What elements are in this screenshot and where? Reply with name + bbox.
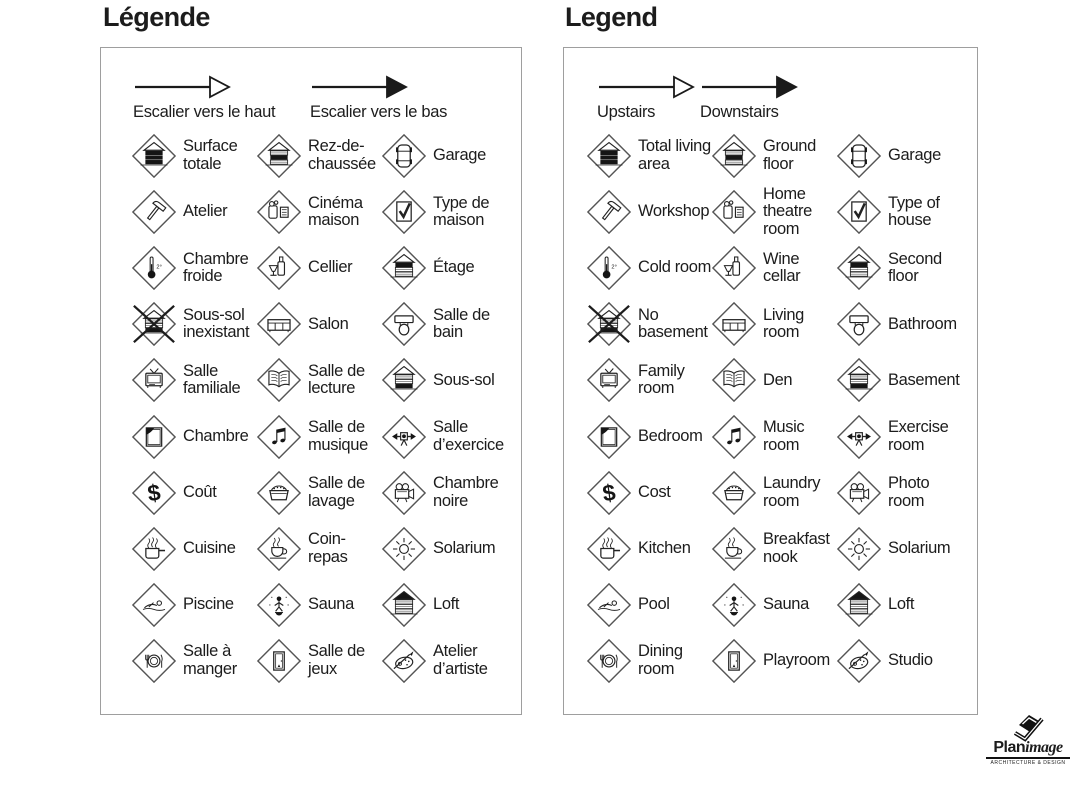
legend-item-no-basement [586,301,711,347]
legend-title-english: Legend [565,2,658,32]
sauna-icon [256,582,302,628]
legend-item-label: Salle familiale [183,361,241,398]
home-theatre-icon [711,189,757,235]
stairs-label: Upstairs [597,103,656,121]
stairs-key-entry [597,74,697,122]
bathroom-icon [381,301,427,347]
legend-item-label: Total living area [638,137,711,174]
svg-text:2°: 2° [156,264,162,271]
no-basement-icon [586,301,632,347]
workshop-icon [586,189,632,235]
legend-item-home-theatre [711,186,836,239]
legend-item-label: Bathroom [888,314,957,333]
legend-item-loft [836,582,961,628]
legend-item-wine-cellar [256,245,381,291]
legend-item-label: Living room [763,305,805,342]
basement-icon [381,357,427,403]
photo-room-icon [836,470,882,516]
logo-tagline: ARCHITECTURE & DESIGN [990,759,1066,766]
svg-text:$: $ [145,478,163,507]
ground-floor-icon [711,133,757,179]
legend-item-exercise-room [836,414,961,460]
legend-item-label: Salle de jeux [308,642,365,678]
legend-item-label: Ground floor [763,137,816,174]
exercise-room-icon [836,414,882,460]
legend-item-photo-room [836,470,961,516]
ground-floor-icon [256,133,302,179]
legend-item-loft [381,582,506,628]
bedroom-icon [131,414,177,460]
second-floor-icon [381,245,427,291]
legend-item-label: Rez-de-chaussée [308,137,376,174]
legend-item-label: Coin-repas [308,530,348,566]
legend-item-kitchen [586,526,711,572]
legend-item-garage [381,133,506,179]
legend-item-label: Cold room [638,258,711,277]
legend-item-label: Studio [888,651,933,670]
legend-item-label: Salle de lavage [308,473,365,510]
legend-item-label: Atelier [183,202,228,221]
legend-item-breakfast-nook [711,526,836,572]
legend-item-cost [586,470,711,516]
legend-item-label: Workshop [638,202,710,221]
legend-item-label: Sauna [763,594,809,613]
stairs-label: Escalier vers le bas [310,103,448,121]
legend-item-label: Salle de bain [433,305,490,342]
garage-icon [836,133,882,179]
solarium-icon [836,526,882,572]
legend-item-label: Type de maison [433,193,490,230]
legend-item-label: Pool [638,594,670,613]
legend-panel-french [100,47,522,715]
legend-item-label: Surface totale [183,137,238,174]
planimage-wordmark: Planimage [993,739,1063,756]
second-floor-icon [836,245,882,291]
legend-item-bedroom [586,414,711,460]
symbol-grid [131,128,506,689]
studio-icon [836,638,882,684]
legend-item-ground-floor [256,133,381,179]
legend-item-kitchen [131,526,256,572]
legend-item-label: Kitchen [638,538,691,557]
legend-item-pool [586,582,711,628]
legend-item-label: Bedroom [638,426,703,445]
pool-icon [586,582,632,628]
cold-room-icon [586,245,632,291]
total-living-area-icon [586,133,632,179]
family-room-icon [131,357,177,403]
legend-item-label: Playroom [763,651,830,670]
legend-item-total-living-area [586,133,711,179]
home-theatre-icon [256,189,302,235]
legend-item-bedroom [131,414,256,460]
bathroom-icon [836,301,882,347]
logo-rule [986,757,1070,759]
legend-item-label: Breakfast nook [763,530,830,566]
cost-icon [131,470,177,516]
legend-item-label: Laundry room [763,473,821,510]
legend-item-sauna [256,582,381,628]
legend-item-label: Dining room [638,642,683,678]
legend-item-basement [381,357,506,403]
solarium-icon [381,526,427,572]
stairs-key-entry [133,74,275,122]
legend-item-label: Garage [433,146,486,165]
dining-room-icon [131,638,177,684]
legend-item-dining-room [131,638,256,684]
legend-panel-english [563,47,978,715]
legend-item-studio [836,638,961,684]
laundry-room-icon [256,470,302,516]
breakfast-nook-icon [711,526,757,572]
loft-icon [836,582,882,628]
legend-item-music-room [256,414,381,460]
legend-item-dining-room [586,638,711,684]
legend-item-breakfast-nook [256,526,381,572]
legend-item-label: Salle de lecture [308,361,365,398]
legend-item-type-of-house [381,189,506,235]
legend-item-label: No basement [638,305,708,342]
playroom-icon [711,638,757,684]
no-basement-icon [131,301,177,347]
legend-item-family-room [586,357,711,403]
legend-item-label: Chambre froide [183,249,249,286]
cost-icon [586,470,632,516]
legend-item-label: Solarium [888,538,951,557]
legend-item-type-of-house [836,189,961,235]
legend-item-cold-room [586,245,711,291]
type-of-house-icon [381,189,427,235]
legend-item-solarium [381,526,506,572]
legend-item-studio [381,638,506,684]
sauna-icon [711,582,757,628]
photo-room-icon [381,470,427,516]
studio-icon [381,638,427,684]
legend-item-label: Basement [888,370,960,389]
breakfast-nook-icon [256,526,302,572]
planimage-logo-icon [1011,712,1045,742]
workshop-icon [131,189,177,235]
legend-item-solarium [836,526,961,572]
exercise-room-icon [381,414,427,460]
legend-item-sauna [711,582,836,628]
type-of-house-icon [836,189,882,235]
legend-item-label: Cost [638,482,671,501]
stairs-down-arrow [310,74,447,100]
legend-item-label: Solarium [433,538,496,557]
legend-item-label: Exercise room [888,417,949,454]
legend-item-ground-floor [711,133,836,179]
legend-item-living-room [256,301,381,347]
legend-item-label: Étage [433,258,475,277]
legend-item-exercise-room [381,414,506,460]
basement-icon [836,357,882,403]
legend-title-french: Légende [103,2,210,32]
laundry-room-icon [711,470,757,516]
legend-item-label: Chambre noire [433,473,499,510]
bedroom-icon [586,414,632,460]
legend-item-basement [836,357,961,403]
legend-item-label: Sous-sol inexistant [183,305,250,342]
loft-icon [381,582,427,628]
legend-item-label: Piscine [183,594,234,613]
legend-item-label: Second floor [888,249,942,286]
stairs-up-arrow [133,74,275,100]
legend-item-label: Loft [433,594,460,613]
legend-item-workshop [586,189,711,235]
legend-item-cold-room [131,245,256,291]
music-room-icon [711,414,757,460]
legend-item-family-room [131,357,256,403]
legend-item-wine-cellar [711,245,836,291]
wine-cellar-icon [711,245,757,291]
legend-item-playroom [711,638,836,684]
legend-item-playroom [256,638,381,684]
legend-item-pool [131,582,256,628]
symbol-grid [586,128,961,689]
legend-item-label: Coût [183,482,217,501]
playroom-icon [256,638,302,684]
legend-item-total-living-area [131,133,256,179]
living-room-icon [256,301,302,347]
cold-room-icon [131,245,177,291]
legend-item-home-theatre [256,189,381,235]
legend-item-cost [131,470,256,516]
legend-item-label: Sauna [308,594,354,613]
legend-item-music-room [711,414,836,460]
legend-item-label: Garage [888,146,941,165]
legend-item-second-floor [836,245,961,291]
legend-item-photo-room [381,470,506,516]
kitchen-icon [586,526,632,572]
legend-item-label: Den [763,370,793,389]
legend-item-label: Salle d’exercice [433,417,504,454]
legend-item-label: Chambre [183,426,249,445]
svg-text:$: $ [600,478,618,507]
stairs-down-arrow [700,74,800,100]
legend-item-label: Salle à manger [183,642,237,678]
legend-item-no-basement [131,301,256,347]
legend-item-bathroom [836,301,961,347]
svg-text:2°: 2° [611,264,617,271]
stairs-key-entry [310,74,447,122]
planimage-logo [982,712,1074,766]
legend-item-label: Sous-sol [433,370,495,389]
legend-item-label: Home theatre room [763,184,812,238]
legend-item-laundry-room [256,470,381,516]
legend-item-label: Atelier d’artiste [433,642,488,678]
kitchen-icon [131,526,177,572]
legend-item-label: Cuisine [183,538,236,557]
legend-item-label: Family room [638,361,685,398]
music-room-icon [256,414,302,460]
garage-icon [381,133,427,179]
stairs-key-entry [700,74,800,122]
legend-item-label: Wine cellar [763,249,801,286]
legend-item-label: Music room [763,417,805,454]
dining-room-icon [586,638,632,684]
stairs-label: Escalier vers le haut [133,103,276,121]
legend-item-laundry-room [711,470,836,516]
legend-item-label: Cinéma maison [308,193,363,230]
legend-item-living-room [711,301,836,347]
living-room-icon [711,301,757,347]
wine-cellar-icon [256,245,302,291]
den-icon [711,357,757,403]
legend-item-label: Loft [888,594,915,613]
legend-item-den [711,357,836,403]
legend-item-label: Photo room [888,473,930,510]
pool-icon [131,582,177,628]
legend-item-workshop [131,189,256,235]
legend-item-den [256,357,381,403]
total-living-area-icon [131,133,177,179]
den-icon [256,357,302,403]
legend-item-second-floor [381,245,506,291]
stairs-up-arrow [597,74,697,100]
legend-item-label: Type of house [888,193,940,230]
legend-item-label: Salon [308,314,349,333]
stairs-label: Downstairs [700,103,779,121]
family-room-icon [586,357,632,403]
legend-item-garage [836,133,961,179]
legend-item-label: Cellier [308,258,353,277]
legend-item-bathroom [381,301,506,347]
legend-item-label: Salle de musique [308,417,368,454]
